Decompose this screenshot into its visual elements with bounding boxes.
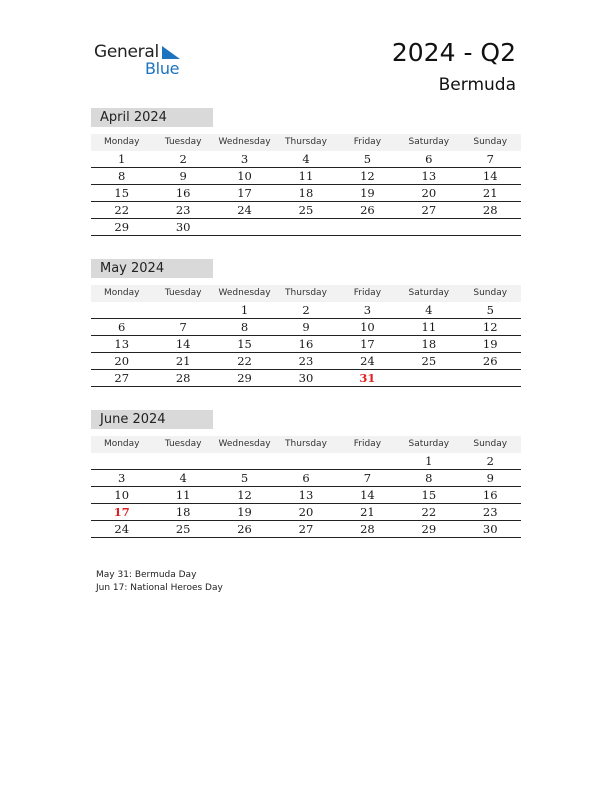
day-cell: 21 — [360, 505, 375, 519]
country-name: Bermuda — [438, 75, 516, 95]
weekday-label: Monday — [103, 288, 140, 298]
holiday-note: Jun 17: National Heroes Day — [96, 583, 223, 593]
day-cell: 12 — [482, 320, 498, 334]
weekday-label: Wednesday — [218, 288, 271, 298]
weekday-label: Friday — [353, 439, 382, 449]
weekday-label: Sunday — [473, 137, 508, 147]
day-cell: 25 — [298, 203, 314, 217]
day-cell — [152, 302, 213, 318]
day-cell: 15 — [421, 488, 437, 502]
weekday-header-row — [91, 436, 521, 453]
day-cell: 6 — [425, 152, 433, 166]
day-cell — [152, 453, 213, 469]
day-cell: 30 — [298, 371, 314, 385]
day-cell — [275, 219, 336, 235]
month-calendar-may — [91, 259, 521, 387]
day-cell — [398, 219, 459, 235]
day-cell: 28 — [175, 371, 191, 385]
day-cell — [337, 219, 398, 235]
week-row — [91, 219, 521, 236]
day-cell: 22 — [421, 505, 437, 519]
weekday-label: Wednesday — [218, 137, 271, 147]
weekday-label: Thursday — [285, 439, 327, 449]
day-cell: 16 — [175, 186, 191, 200]
week-row — [91, 453, 521, 470]
logo-triangle-icon — [158, 46, 182, 60]
day-cell: 13 — [421, 169, 437, 183]
day-cell: 11 — [421, 320, 437, 334]
day-cell: 24 — [237, 203, 252, 217]
day-cell: 15 — [237, 337, 252, 351]
day-cell: 7 — [486, 152, 494, 166]
week-row — [91, 504, 521, 521]
day-cell: 19 — [237, 505, 252, 519]
day-cell: 18 — [421, 337, 437, 351]
day-cell: 1 — [118, 152, 126, 166]
day-cell: 18 — [298, 186, 314, 200]
day-cell: 22 — [114, 203, 130, 217]
logo-blue-text: Blue — [145, 59, 180, 78]
day-cell: 21 — [482, 186, 498, 200]
day-cell: 5 — [486, 303, 494, 317]
day-cell: 25 — [421, 354, 437, 368]
day-cell: 9 — [179, 169, 187, 183]
day-cell: 9 — [486, 471, 494, 485]
day-cell: 12 — [360, 169, 375, 183]
day-cell: 1 — [425, 454, 433, 468]
day-cell: 28 — [360, 522, 375, 536]
day-cell: 11 — [298, 169, 314, 183]
day-cell: 2 — [302, 303, 310, 317]
day-cell: 13 — [114, 337, 130, 351]
weekday-label: Tuesday — [164, 288, 202, 298]
weekday-label: Tuesday — [164, 137, 202, 147]
day-cell: 6 — [302, 471, 310, 485]
day-cell: 28 — [482, 203, 498, 217]
day-cell: 26 — [482, 354, 498, 368]
week-row — [91, 487, 521, 504]
day-cell: 21 — [175, 354, 191, 368]
weekday-label: Saturday — [408, 288, 450, 298]
day-cell: 5 — [363, 152, 372, 166]
day-cell: 10 — [360, 320, 375, 334]
day-cell: 17 — [360, 337, 375, 351]
day-cell: 8 — [240, 320, 249, 334]
day-cell: 14 — [360, 488, 375, 502]
weekday-label: Thursday — [285, 137, 327, 147]
day-cell: 6 — [118, 320, 126, 334]
page-title: 2024 - Q2 — [391, 38, 516, 67]
day-cell: 19 — [360, 186, 375, 200]
weekday-label: Friday — [353, 288, 382, 298]
day-cell: 12 — [237, 488, 252, 502]
week-row — [91, 521, 521, 538]
day-cell: 17 — [237, 186, 252, 200]
weekday-label: Thursday — [285, 288, 327, 298]
day-cell: 18 — [175, 505, 191, 519]
day-cell: 23 — [482, 505, 498, 519]
day-cell — [275, 453, 336, 469]
day-cell: 30 — [175, 220, 191, 234]
day-cell: 20 — [114, 354, 130, 368]
day-cell — [337, 453, 398, 469]
week-row — [91, 151, 521, 168]
day-cell: 27 — [114, 371, 130, 385]
week-row — [91, 168, 521, 185]
holiday-day-cell: 31 — [359, 371, 376, 385]
day-cell: 26 — [360, 203, 375, 217]
week-row — [91, 319, 521, 336]
weekday-label: Monday — [103, 137, 140, 147]
day-cell: 10 — [114, 488, 130, 502]
holiday-note: May 31: Bermuda Day — [96, 570, 197, 580]
day-cell: 24 — [114, 522, 130, 536]
day-cell: 5 — [240, 471, 249, 485]
day-cell: 13 — [298, 488, 314, 502]
generalblue-logo — [94, 42, 194, 78]
day-cell: 27 — [421, 203, 437, 217]
day-cell: 23 — [175, 203, 191, 217]
weekday-header-row — [91, 285, 521, 302]
day-cell: 16 — [298, 337, 314, 351]
week-row — [91, 370, 521, 387]
day-cell: 16 — [482, 488, 498, 502]
day-cell: 26 — [237, 522, 252, 536]
day-cell: 24 — [360, 354, 375, 368]
day-cell: 4 — [425, 303, 433, 317]
day-cell: 15 — [114, 186, 130, 200]
day-cell: 29 — [421, 522, 437, 536]
day-cell: 8 — [118, 169, 126, 183]
holiday-day-cell: 17 — [113, 505, 130, 519]
day-cell: 20 — [298, 505, 314, 519]
weekday-label: Sunday — [473, 439, 508, 449]
weekday-label: Wednesday — [218, 439, 271, 449]
day-cell: 3 — [240, 152, 249, 166]
day-cell: 8 — [425, 471, 433, 485]
day-cell: 30 — [482, 522, 498, 536]
day-cell — [460, 370, 521, 386]
day-cell — [214, 453, 275, 469]
day-cell: 27 — [298, 522, 314, 536]
day-cell: 2 — [486, 454, 494, 468]
weekday-label: Saturday — [408, 439, 450, 449]
week-row — [91, 353, 521, 370]
day-cell: 4 — [179, 471, 187, 485]
day-cell — [91, 302, 152, 318]
day-cell: 23 — [298, 354, 314, 368]
day-cell: 29 — [114, 220, 130, 234]
day-cell: 4 — [302, 152, 310, 166]
day-cell: 11 — [175, 488, 191, 502]
day-cell — [460, 219, 521, 235]
month-title: June 2024 — [91, 410, 213, 429]
month-title: April 2024 — [91, 108, 213, 127]
day-cell: 7 — [179, 320, 187, 334]
day-cell: 22 — [237, 354, 252, 368]
day-cell: 1 — [240, 303, 249, 317]
holiday-notes — [96, 569, 223, 595]
month-calendar-june — [91, 410, 521, 538]
logo-general-text: General — [94, 42, 159, 62]
weekday-label: Monday — [103, 439, 140, 449]
day-cell: 10 — [237, 169, 252, 183]
weekday-label: Saturday — [408, 137, 450, 147]
day-cell — [214, 219, 275, 235]
day-cell: 20 — [421, 186, 437, 200]
weekday-label: Tuesday — [164, 439, 202, 449]
day-cell: 7 — [363, 471, 372, 485]
month-calendar-april — [91, 108, 521, 236]
month-title: May 2024 — [91, 259, 213, 278]
week-row — [91, 470, 521, 487]
day-cell — [398, 370, 459, 386]
weekday-label: Friday — [353, 137, 382, 147]
week-row — [91, 336, 521, 353]
weekday-label: Sunday — [473, 288, 508, 298]
day-cell: 3 — [118, 471, 126, 485]
week-row — [91, 185, 521, 202]
day-cell: 3 — [363, 303, 372, 317]
day-cell — [91, 453, 152, 469]
day-cell: 14 — [175, 337, 191, 351]
day-cell: 29 — [237, 371, 252, 385]
day-cell: 2 — [179, 152, 187, 166]
day-cell: 14 — [482, 169, 498, 183]
week-row — [91, 302, 521, 319]
day-cell: 25 — [175, 522, 191, 536]
day-cell: 19 — [482, 337, 498, 351]
week-row — [91, 202, 521, 219]
weekday-header-row — [91, 134, 521, 151]
day-cell: 9 — [302, 320, 310, 334]
